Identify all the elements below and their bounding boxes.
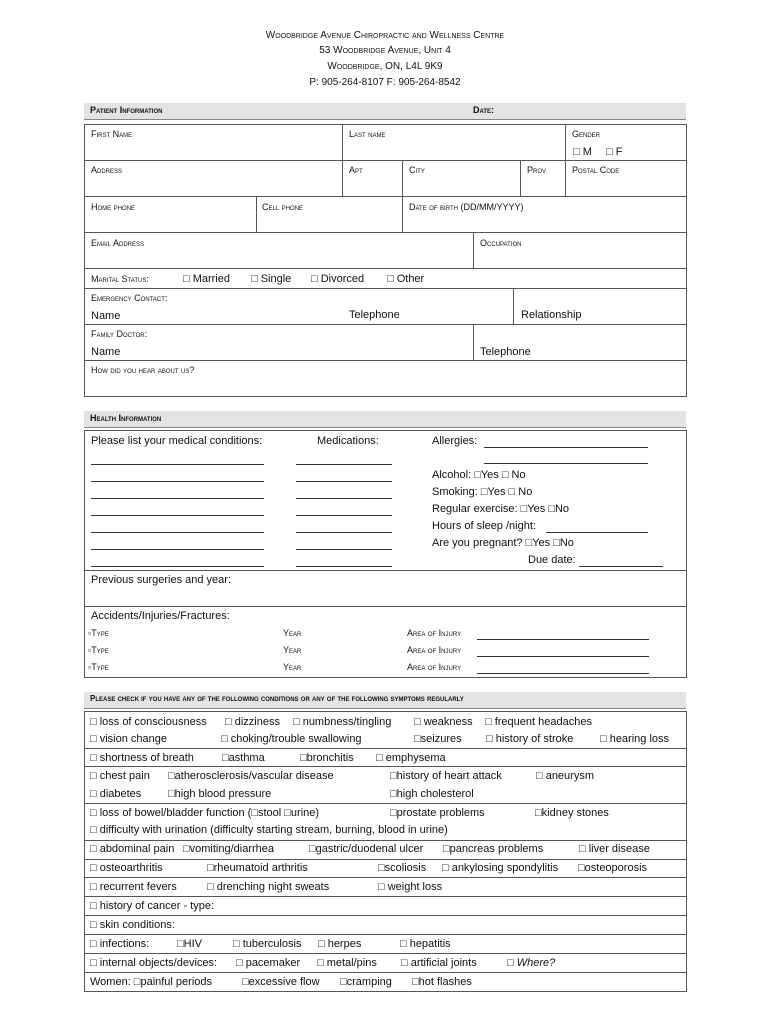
condition-line[interactable] (91, 549, 264, 550)
symptom-checkbox[interactable]: □ shortness of breath (90, 752, 194, 764)
marital-status-label: Marital Status: (91, 274, 149, 284)
doctor-name-label: Name (91, 346, 121, 358)
allergies-line-1[interactable] (484, 447, 648, 448)
symptom-checkbox[interactable]: □prostate problems (390, 807, 485, 819)
symptom-checkbox[interactable]: □ dizziness (225, 716, 280, 728)
symptom-checkbox[interactable]: □ artificial joints (401, 957, 477, 969)
symptom-checkbox[interactable]: □ numbness/tingling (293, 716, 392, 728)
symptom-checkbox[interactable]: □ drenching night sweats (207, 881, 330, 893)
injury-year-label: Year (283, 628, 302, 638)
injury-area-label: Area of Injury (407, 628, 462, 638)
smoking-question[interactable]: Smoking: □Yes □ No (432, 486, 533, 498)
symptom-checkbox[interactable]: □ hepatitis (400, 938, 451, 950)
pregnant-question[interactable]: Are you pregnant? □Yes □No (432, 537, 574, 549)
symptom-checkbox[interactable]: □ abdominal pain (90, 843, 175, 855)
medication-line[interactable] (296, 464, 392, 465)
symptom-checkbox[interactable]: □ difficulty with urination (difficulty starting stream, burning, blood in urine) (90, 824, 448, 836)
injury-year-label: Year (283, 662, 302, 672)
symptom-checkbox[interactable]: □high blood pressure (168, 788, 272, 800)
clinic-city: Woodbridge, ON, L4L 9K9 (327, 61, 443, 72)
symptom-checkbox[interactable]: □history of heart attack (390, 770, 502, 782)
date-label: Date: (473, 105, 495, 115)
symptom-checkbox[interactable]: □seizures (414, 733, 462, 745)
email-label: Email Address (91, 238, 145, 248)
medication-line[interactable] (296, 566, 392, 567)
health-info-bar (84, 411, 686, 428)
symptom-checkbox[interactable]: □ ankylosing spondylitis (442, 862, 559, 874)
medication-line[interactable] (296, 481, 392, 482)
prov-label: Prov (527, 165, 547, 175)
injury-area-label: Area of Injury (407, 645, 462, 655)
gender-male-checkbox[interactable]: □ M (573, 146, 592, 158)
symptom-checkbox[interactable]: □ chest pain (90, 770, 150, 782)
patient-info-bar (84, 103, 686, 120)
symptom-checkbox[interactable]: □hot flashes (412, 976, 472, 988)
symptom-checkbox[interactable]: □ herpes (318, 938, 362, 950)
symptom-checkbox[interactable]: □kidney stones (535, 807, 609, 819)
symptom-checkbox[interactable]: □gastric/duodenal ulcer (309, 843, 424, 855)
patient-info-title: Patient Information (90, 105, 163, 115)
last-name-field[interactable] (344, 141, 563, 158)
condition-line[interactable] (91, 464, 264, 465)
injury-type-label: ▫Type (88, 628, 109, 638)
symptom-checkbox[interactable]: □high cholesterol (390, 788, 474, 800)
address-label: Address (91, 165, 123, 175)
injury-year-label: Year (283, 645, 302, 655)
symptom-checkbox[interactable]: Women: □painful periods (90, 976, 213, 988)
allergies-line-2[interactable] (484, 463, 648, 464)
symptom-checkbox[interactable]: □ vision change (90, 733, 167, 745)
symptom-checkbox[interactable]: □ history of stroke (486, 733, 574, 745)
symptom-checkbox[interactable]: □ recurrent fevers (90, 881, 177, 893)
symptom-checkbox[interactable]: □ metal/pins (317, 957, 377, 969)
due-date-label: Due date: (528, 554, 576, 566)
gender-female-checkbox[interactable]: □ F (606, 146, 623, 158)
cell-phone-label: Cell phone (262, 202, 304, 212)
clinic-name: Woodbridge Avenue Chiropractic and Wellness Centre (265, 30, 505, 41)
symptom-checkbox[interactable]: □scoliosis (378, 862, 427, 874)
health-info-box (84, 430, 687, 678)
allergies-label: Allergies: (432, 435, 478, 447)
injury-type-label: ▫Type (88, 662, 109, 672)
symptom-checkbox[interactable]: □cramping (340, 976, 392, 988)
symptom-checkbox[interactable]: □HIV (177, 938, 202, 950)
symptom-checkbox[interactable]: □osteoporosis (578, 862, 648, 874)
symptom-checkbox[interactable]: □ emphysema (376, 752, 446, 764)
emergency-contact-label: Emergency Contact: (91, 293, 168, 303)
relationship-label: Relationship (521, 309, 582, 321)
emergency-name-label: Name (91, 310, 121, 322)
last-name-label: Last name (349, 129, 386, 139)
symptom-checkbox[interactable]: □vomiting/diarrhea (183, 843, 275, 855)
alcohol-question[interactable]: Alcohol: □Yes □ No (432, 469, 526, 481)
symptom-checkbox[interactable]: □ history of cancer - type: (90, 900, 215, 912)
first-name-label: First Name (91, 129, 133, 139)
symptom-checkbox[interactable]: □bronchitis (300, 752, 354, 764)
accidents-label: Accidents/Injuries/Fractures: (91, 610, 230, 622)
medications-label: Medications: (317, 435, 379, 447)
divorced-checkbox[interactable]: □ Divorced (311, 273, 365, 285)
married-checkbox[interactable]: □ Married (183, 273, 230, 285)
symptom-checkbox[interactable]: □ liver disease (579, 843, 650, 855)
symptom-checkbox[interactable]: □atherosclerosis/vascular disease (168, 770, 334, 782)
symptom-checkbox[interactable]: □ tuberculosis (233, 938, 302, 950)
dob-label: Date of birth (DD/MM/YYYY) (409, 202, 524, 212)
symptom-checkbox[interactable]: □ diabetes (90, 788, 142, 800)
sleep-line[interactable] (546, 532, 648, 533)
clinic-phones: P: 905-264-8107 F: 905-264-8542 (309, 77, 461, 88)
gender-label: Gender (572, 129, 601, 139)
symptom-checkbox[interactable]: □rheumatoid arthritis (207, 862, 308, 874)
symptom-checkbox[interactable]: □ loss of consciousness (90, 716, 207, 728)
clinic-street: 53 Woodbridge Avenue, Unit 4 (319, 45, 451, 56)
sleep-label: Hours of sleep /night: (432, 520, 536, 532)
first-name-field[interactable] (86, 141, 340, 158)
condition-line[interactable] (91, 498, 264, 499)
injury-area-line[interactable] (477, 673, 649, 674)
emergency-telephone-label: Telephone (349, 309, 400, 321)
home-phone-label: Home phone (91, 202, 136, 212)
symptom-checkbox[interactable]: □ frequent headaches (485, 716, 592, 728)
doctor-telephone-label: Telephone (480, 346, 531, 358)
injury-area-label: Area of Injury (407, 662, 462, 672)
exercise-question[interactable]: Regular exercise: □Yes □No (432, 503, 570, 515)
occupation-label: Occupation (480, 238, 522, 248)
medication-line[interactable] (296, 549, 392, 550)
symptom-checkbox[interactable]: □ internal objects/devices: (90, 957, 218, 969)
symptom-checkbox[interactable]: □ weight loss (378, 881, 443, 893)
device-location-checkbox[interactable]: □ Where? (507, 957, 556, 969)
injury-area-line[interactable] (477, 639, 649, 640)
condition-line[interactable] (91, 566, 264, 567)
symptom-checkbox[interactable]: □ weakness (414, 716, 473, 728)
symptom-checkbox[interactable]: □pancreas problems (443, 843, 544, 855)
symptom-checkbox[interactable]: □ choking/trouble swallowing (221, 733, 362, 745)
symptom-checkbox[interactable]: □ loss of bowel/bladder function (□stool □urine) (90, 807, 320, 819)
postal-code-label: Postal Code (572, 165, 620, 175)
symptom-checkbox[interactable]: □excessive flow (242, 976, 320, 988)
city-label: City (409, 165, 425, 175)
symptom-checkbox[interactable]: □ osteoarthritis (90, 862, 163, 874)
apt-label: Apt (349, 165, 363, 175)
injury-area-line[interactable] (477, 656, 649, 657)
medication-line[interactable] (296, 532, 392, 533)
single-checkbox[interactable]: □ Single (251, 273, 292, 285)
surgeries-label: Previous surgeries and year: (91, 574, 232, 586)
family-doctor-label: Family Doctor: (91, 329, 148, 339)
symptom-checkbox[interactable]: □ aneurysm (536, 770, 594, 782)
symptom-checkbox[interactable]: □ hearing loss (600, 733, 670, 745)
due-date-line[interactable] (579, 566, 663, 567)
symptom-checkbox[interactable]: □ infections: (90, 938, 150, 950)
symptom-checkbox[interactable]: □ skin conditions: (90, 919, 175, 931)
condition-line[interactable] (91, 532, 264, 533)
symptoms-title: Please check if you have any of the following conditions or any of the following symptoms regularly (90, 694, 464, 703)
other-checkbox[interactable]: □ Other (387, 273, 425, 285)
medication-line[interactable] (296, 515, 392, 516)
hear-about-us-label: How did you hear about us? (91, 365, 195, 375)
condition-line[interactable] (91, 481, 264, 482)
injury-type-label: ▫Type (88, 645, 109, 655)
health-info-title: Health Information (90, 413, 162, 423)
symptom-checkbox[interactable]: □asthma (222, 752, 265, 764)
condition-line[interactable] (91, 515, 264, 516)
medical-conditions-label: Please list your medical conditions: (91, 435, 263, 447)
symptoms-bar (84, 692, 686, 709)
symptom-checkbox[interactable]: □ pacemaker (236, 957, 301, 969)
medication-line[interactable] (296, 498, 392, 499)
